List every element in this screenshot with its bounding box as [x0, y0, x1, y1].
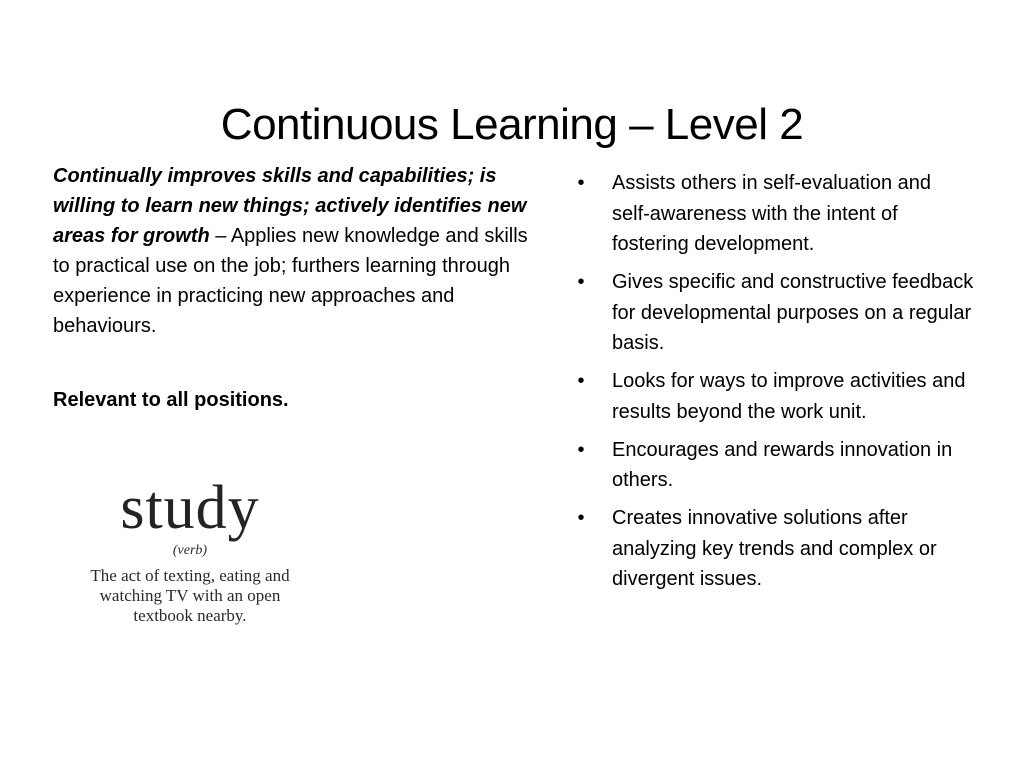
bullet-dot-icon: • [577, 438, 585, 461]
slide-title: Continuous Learning – Level 2 [220, 100, 804, 150]
bullet-dot-icon: • [577, 271, 585, 293]
bullet-item [574, 267, 974, 359]
bullet-text: Encourages and rewards innovation in others. [612, 438, 953, 491]
bullet-text: Assists others in self-evaluation and self-awareness with the intent of fostering development. [612, 172, 932, 255]
study-part-of-speech: (verb) [172, 543, 208, 558]
competency-definition-detail: – Applies new knowledge and skills to practical use on the job; furthers learning through experience in practicing new approaches and behaviours. [53, 225, 528, 337]
bullet-item [574, 435, 974, 496]
bullet-text: Creates innovative solutions after analyzing key trends and complex or divergent issues. [612, 507, 937, 590]
left-text-column [53, 161, 548, 415]
bullet-item [574, 168, 974, 260]
study-definition-image [80, 476, 300, 646]
bullet-item [574, 366, 974, 427]
bullet-text: Gives specific and constructive feedback for developmental purposes on a regular basis. [612, 271, 974, 354]
behaviour-bullet-list [574, 168, 974, 595]
bullet-dot-icon: • [577, 172, 585, 194]
competency-description [53, 161, 548, 341]
study-definition-text: The act of texting, eating and watching TV with an open textbook nearby. [90, 566, 290, 625]
bullet-item [574, 503, 974, 595]
bullet-dot-icon: • [577, 507, 585, 529]
study-word: study [120, 474, 260, 542]
bullet-text: Looks for ways to improve activities and results beyond the work unit. [612, 370, 966, 423]
competency-definition-emphasis: Continually improves skills and capabilities; is willing to learn new things; actively identifies new areas for growth [53, 165, 527, 247]
relevance-note: Relevant to all positions. [53, 389, 289, 411]
bullet-dot-icon: • [577, 370, 585, 392]
right-bullet-column [574, 168, 974, 602]
